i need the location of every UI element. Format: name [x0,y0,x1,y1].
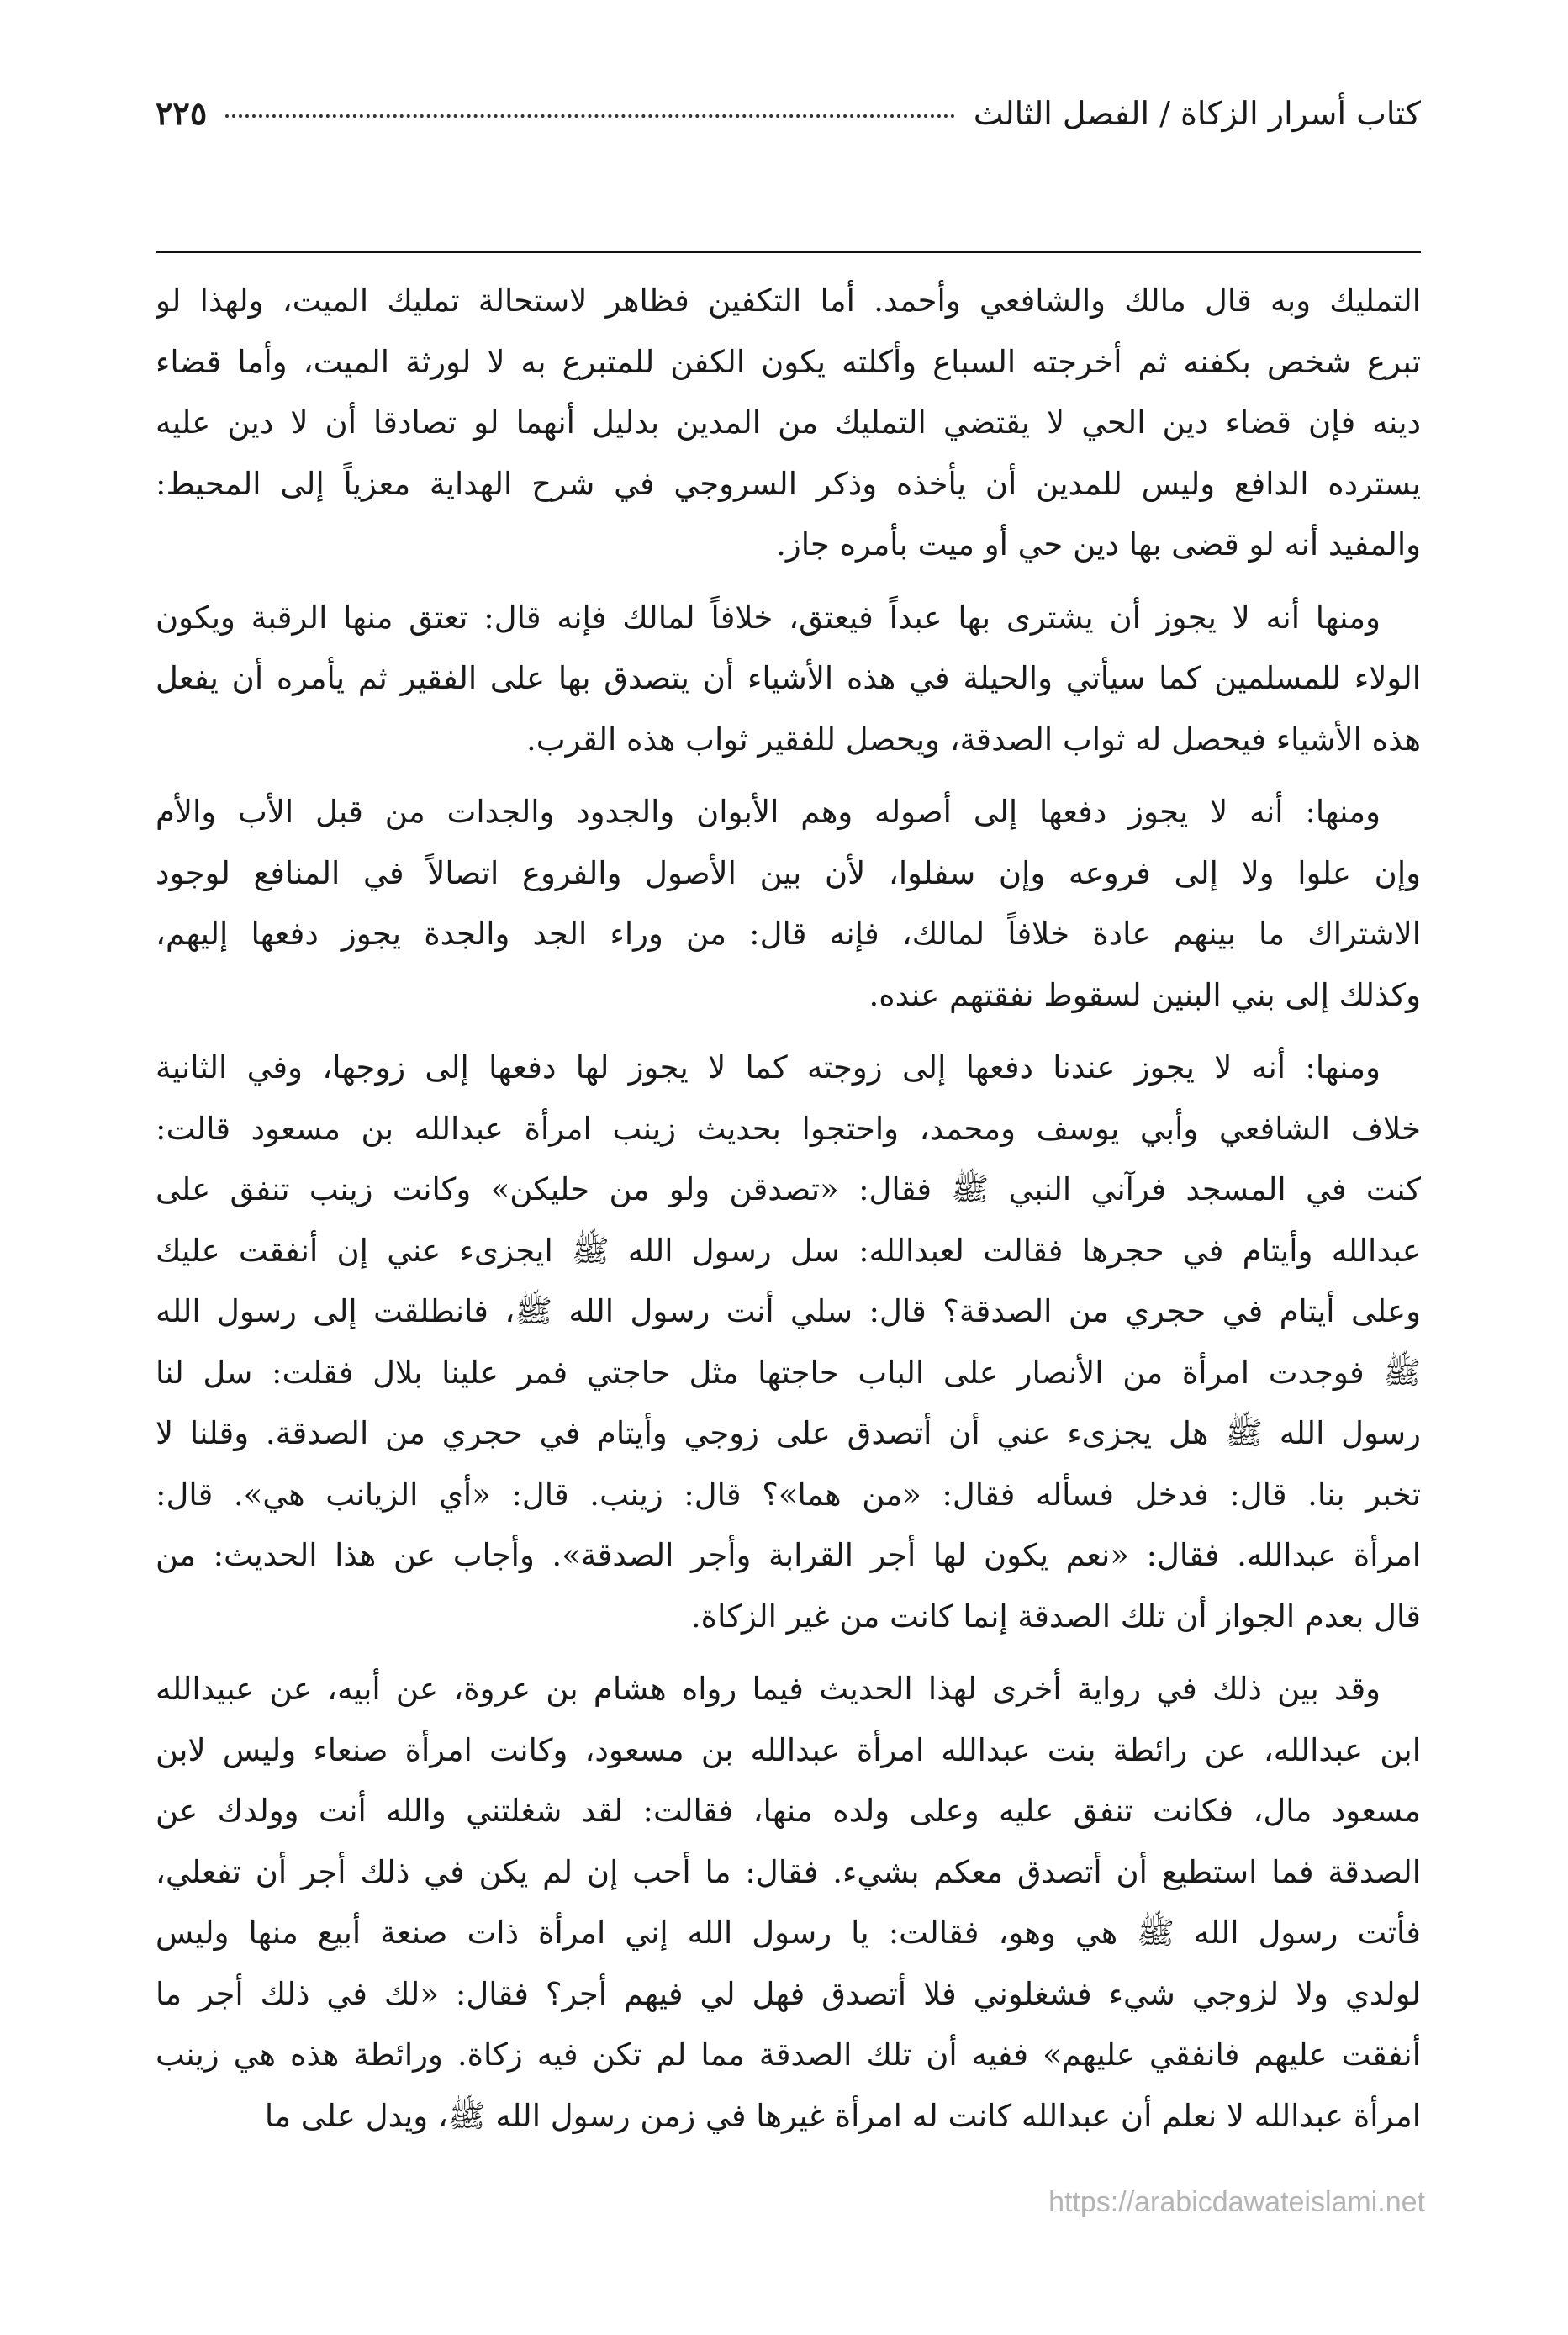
text-line: ﷺ فوجدت امرأة من الأنصار على الباب حاجتها مثل حاجتي فمر علينا بلال فقلت: سل لنا [156,1354,1421,1391]
text-line: الولاء للمسلمين كما سيأتي والحيلة في هذه الأشياء أن يتصدق بها على الفقير ثم يأمره أن يفعل [156,660,1421,696]
text-line: خلاف الشافعي وأبي يوسف ومحمد، واحتجوا بحديث زينب امرأة عبدالله بن مسعود قالت: [156,1110,1421,1147]
text-line: فأتت رسول الله ﷺ هي وهو، فقالت: يا رسول الله إني امرأة ذات صنعة أبيع منها وليس [156,1915,1421,1951]
text-line: وإن علوا ولا إلى فروعه وإن سفلوا، لأن بين الأصول والفروع اتصالاً في المنافع لوجود [156,854,1421,891]
text-line: دينه فإن قضاء دين الحي لا يقتضي التمليك من المدين بدليل أنهما لو تصادقا أن لا دين عليه [156,404,1421,441]
running-header [156,94,1421,145]
text-line: يسترده الدافع وليس للمدين أن يأخذه وذكر السروجي في شرح الهداية معزياً إلى المحيط: [156,465,1421,502]
text-line: وعلى أيتام في حجري من الصدقة؟ قال: سلي أنت رسول الله ﷺ، فانطلقت إلى رسول الله [156,1293,1421,1329]
text-line: ومنها: أنه لا يجوز عندنا دفعها إلى زوجته كما لا يجوز لها دفعها إلى زوجها، وفي الثانية [156,1049,1381,1086]
text-line: وكذلك إلى بني البنين لسقوط نفقتهم عنده. [868,976,1421,1013]
text-line: قال بعدم الجواز أن تلك الصدقة إنما كانت من غير الزكاة. [690,1598,1421,1635]
text-line: ومنها أنه لا يجوز أن يشترى بها عبداً فيعتق، خلافاً لمالك فإنه قال: تعتق منها الرقبة ويكون [156,599,1381,636]
text-line: ابن عبدالله، عن رائطة بنت عبدالله امرأة عبدالله بن مسعود، وكانت امرأة صنعاء وليس لابن [156,1731,1421,1768]
header-dot-leader [225,114,955,118]
text-line: الصدقة فما استطيع أن أتصدق معكم بشيء. فقال: ما أحب إن لم يكن في ذلك أجر أن تفعلي، [156,1853,1421,1890]
text-line: رسول الله ﷺ هل يجزىء عني أن أتصدق على زوجي وأيتام في حجري من الصدقة. وقلنا لا [156,1415,1421,1451]
watermark-url: https://arabicdawateislami.net [1048,2186,1425,2218]
text-line: وقد بين ذلك في رواية أخرى لهذا الحديث فيما رواه هشام بن عروة، عن أبيه، عن عبيدالله [156,1671,1381,1707]
text-line: التمليك وبه قال مالك والشافعي وأحمد. أما التكفين فظاهر لاستحالة تمليك الميت، ولهذا لو [156,283,1421,319]
header-rule [156,251,1421,253]
text-line: لولدي ولا لزوجي شيء فشغلوني فلا أتصدق فهل لي فيهم أجر؟ فقال: «لك في ذلك أجر ما [156,1975,1421,2012]
text-line: والمفيد أنه لو قضى بها دين حي أو ميت بأمره جاز. [776,526,1421,563]
paragraph [156,782,1421,1026]
paragraph [156,588,1421,771]
text-line: مسعود مال، فكانت تنفق عليه وعلى ولده منها، فقالت: لقد شغلتني والله أنت وولدك عن [156,1793,1421,1829]
header-title: كتاب أسرار الزكاة / الفصل الثالث [973,95,1421,132]
text-line: كنت في المسجد فرآني النبي ﷺ فقال: «تصدقن ولو من حليكن» وكانت زينب تنفق على [156,1171,1421,1207]
text-line: عبدالله وأيتام في حجرها فقالت لعبدالله: سل رسول الله ﷺ ايجزىء عني إن أنفقت عليك [156,1232,1421,1269]
page-body [156,271,1421,2158]
text-line: الاشتراك ما بينهم عادة خلافاً لمالك، فإنه قال: من وراء الجد والجدة يجوز دفعها إليهم، [156,916,1421,952]
paragraph [156,1038,1421,1647]
text-line: امرأة عبدالله لا نعلم أن عبدالله كانت له امرأة غيرها في زمن رسول الله ﷺ، ويدل على ما [264,2097,1421,2134]
text-line: تخبر بنا. قال: فدخل فسأله فقال: «من هما»؟ قال: زينب. قال: «أي الزيانب هي». قال: [156,1476,1421,1513]
text-line: تبرع شخص بكفنه ثم أخرجته السباع وأكلته يكون الكفن للمتبرع به لا لورثة الميت، وأما قضاء [156,343,1421,380]
text-line: ومنها: أنه لا يجوز دفعها إلى أصوله وهم الأبوان والجدود والجدات من قبل الأب والأم [156,794,1381,830]
text-line: أنفقت عليهم فانفقي عليهم» ففيه أن تلك الصدقة مما لم تكن فيه زكاة. ورائطة هذه هي زينب [156,2037,1421,2073]
paragraph [156,271,1421,576]
paragraph [156,1659,1421,2147]
text-line: هذه الأشياء فيحصل له ثواب الصدقة، ويحصل للفقير ثواب هذه القرب. [526,721,1421,758]
text-line: امرأة عبدالله. فقال: «نعم يكون لها أجر القرابة وأجر الصدقة». وأجاب عن هذا الحديث: من [156,1537,1421,1573]
page-number: ٢٢٥ [156,94,208,132]
